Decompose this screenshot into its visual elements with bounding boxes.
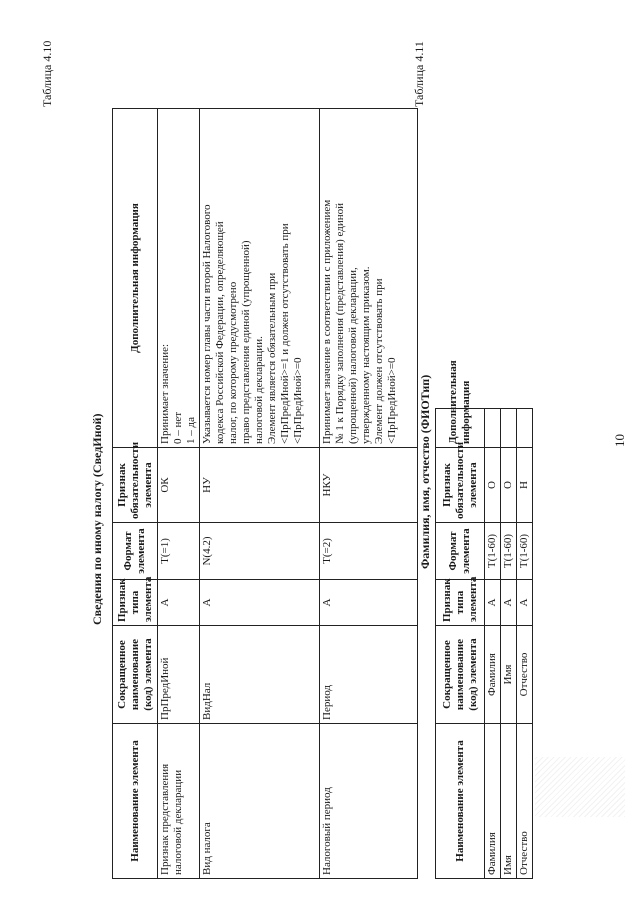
info-line: Указывается номер главы части второй Налогового	[201, 204, 213, 444]
header-cell: Признак типа элемента	[436, 580, 485, 626]
cell-type: А	[517, 580, 533, 626]
header-cell: Наименование элемента	[436, 724, 485, 879]
info-line: № 1 к Порядку заполнения (представления) единой	[334, 202, 346, 444]
table-row	[517, 409, 533, 879]
cell-format: T(1-60)	[501, 523, 517, 580]
info-line: право представления единой (упрощенной)	[240, 240, 252, 444]
table-4-11-label: Таблица 4.11	[412, 41, 426, 107]
cell-info	[320, 109, 418, 448]
cell-name: Отчество	[517, 724, 533, 879]
table-header-row	[436, 409, 485, 879]
cell-required: Н	[517, 448, 533, 523]
header-cell: Сокращенное наименование (код) элемента	[113, 626, 158, 724]
table-4-10-label: Таблица 4.10	[40, 40, 54, 107]
cell-type: А	[501, 580, 517, 626]
header-cell: Формат элемента	[436, 523, 485, 580]
cell-type: А	[320, 580, 418, 626]
info-line: налоговой декларации.	[253, 336, 265, 444]
cell-required: О	[485, 448, 501, 523]
table-4-10	[112, 108, 418, 879]
table-row	[320, 109, 418, 879]
cell-type: А	[485, 580, 501, 626]
table-row	[501, 409, 517, 879]
table-4-11-title: Фамилия, имя, отчество (ФИОТип)	[418, 374, 432, 569]
cell-info	[501, 409, 517, 448]
info-line: Принимает значение:	[159, 343, 171, 444]
cell-code: Имя	[501, 626, 517, 724]
cell-required: НУ	[200, 448, 320, 523]
header-cell: Признак типа элемента	[113, 580, 158, 626]
cell-info	[200, 109, 320, 448]
header-cell: Дополнительная информация	[436, 409, 485, 448]
info-line: (упрощенной) налоговой декларации,	[347, 267, 359, 444]
cell-type: А	[200, 580, 320, 626]
page-number: 10	[612, 434, 627, 447]
info-line: 0 – нет	[172, 411, 184, 444]
cell-info	[517, 409, 533, 448]
cell-name: Вид налога	[200, 724, 320, 879]
info-line: утвержденному настоящим приказом.	[360, 266, 372, 444]
table-row	[158, 109, 200, 879]
cell-format: T(=2)	[320, 523, 418, 580]
header-cell: Признак обязательности элемента	[113, 448, 158, 523]
cell-required: НКУ	[320, 448, 418, 523]
cell-required: ОК	[158, 448, 200, 523]
scan-smudge	[535, 757, 625, 817]
cell-format: N(4.2)	[200, 523, 320, 580]
cell-name: Имя	[501, 724, 517, 879]
info-line: Элемент должен отсутствовать при	[373, 278, 385, 444]
cell-name: Налоговый период	[320, 724, 418, 879]
cell-format: T(=1)	[158, 523, 200, 580]
cell-format: T(1-60)	[517, 523, 533, 580]
cell-code: Период	[320, 626, 418, 724]
cell-required: О	[501, 448, 517, 523]
cell-name: Признак представления налоговой декларации	[158, 724, 200, 879]
table-row	[485, 409, 501, 879]
cell-code: ВидНал	[200, 626, 320, 724]
header-cell: Дополнительная информация	[113, 109, 158, 448]
cell-info	[158, 109, 200, 448]
table-row	[200, 109, 320, 879]
cell-code: Фамилия	[485, 626, 501, 724]
header-cell: Сокращенное наименование (код) элемента	[436, 626, 485, 724]
info-line: 1 – да	[185, 417, 197, 444]
header-cell: Формат элемента	[113, 523, 158, 580]
info-line: <ПрПредИной>=1 и должен отсутствовать при	[279, 223, 291, 444]
table-header-row	[113, 109, 158, 879]
cell-name: Фамилия	[485, 724, 501, 879]
cell-info	[485, 409, 501, 448]
table-4-11	[435, 360, 533, 879]
cell-code: Отчество	[517, 626, 533, 724]
header-cell: Наименование элемента	[113, 724, 158, 879]
info-line: кодекса Российской Федерации, определяющей	[214, 221, 226, 444]
info-line: налог, по которому предусмотрено	[227, 281, 239, 444]
header-cell: Признак обязательности элемента	[436, 448, 485, 523]
info-line: Элемент является обязательным при	[266, 272, 278, 444]
info-line: Принимает значение в соответствии с приложением	[321, 199, 333, 444]
cell-code: ПрПредИной	[158, 626, 200, 724]
info-line: <ПрПредИной>=0	[386, 357, 398, 444]
cell-format: T(1-60)	[485, 523, 501, 580]
cell-type: А	[158, 580, 200, 626]
info-line: <ПрПредИной>=0	[292, 357, 304, 444]
table-4-10-title: Сведения по иному налогу (СведИной)	[90, 413, 104, 625]
